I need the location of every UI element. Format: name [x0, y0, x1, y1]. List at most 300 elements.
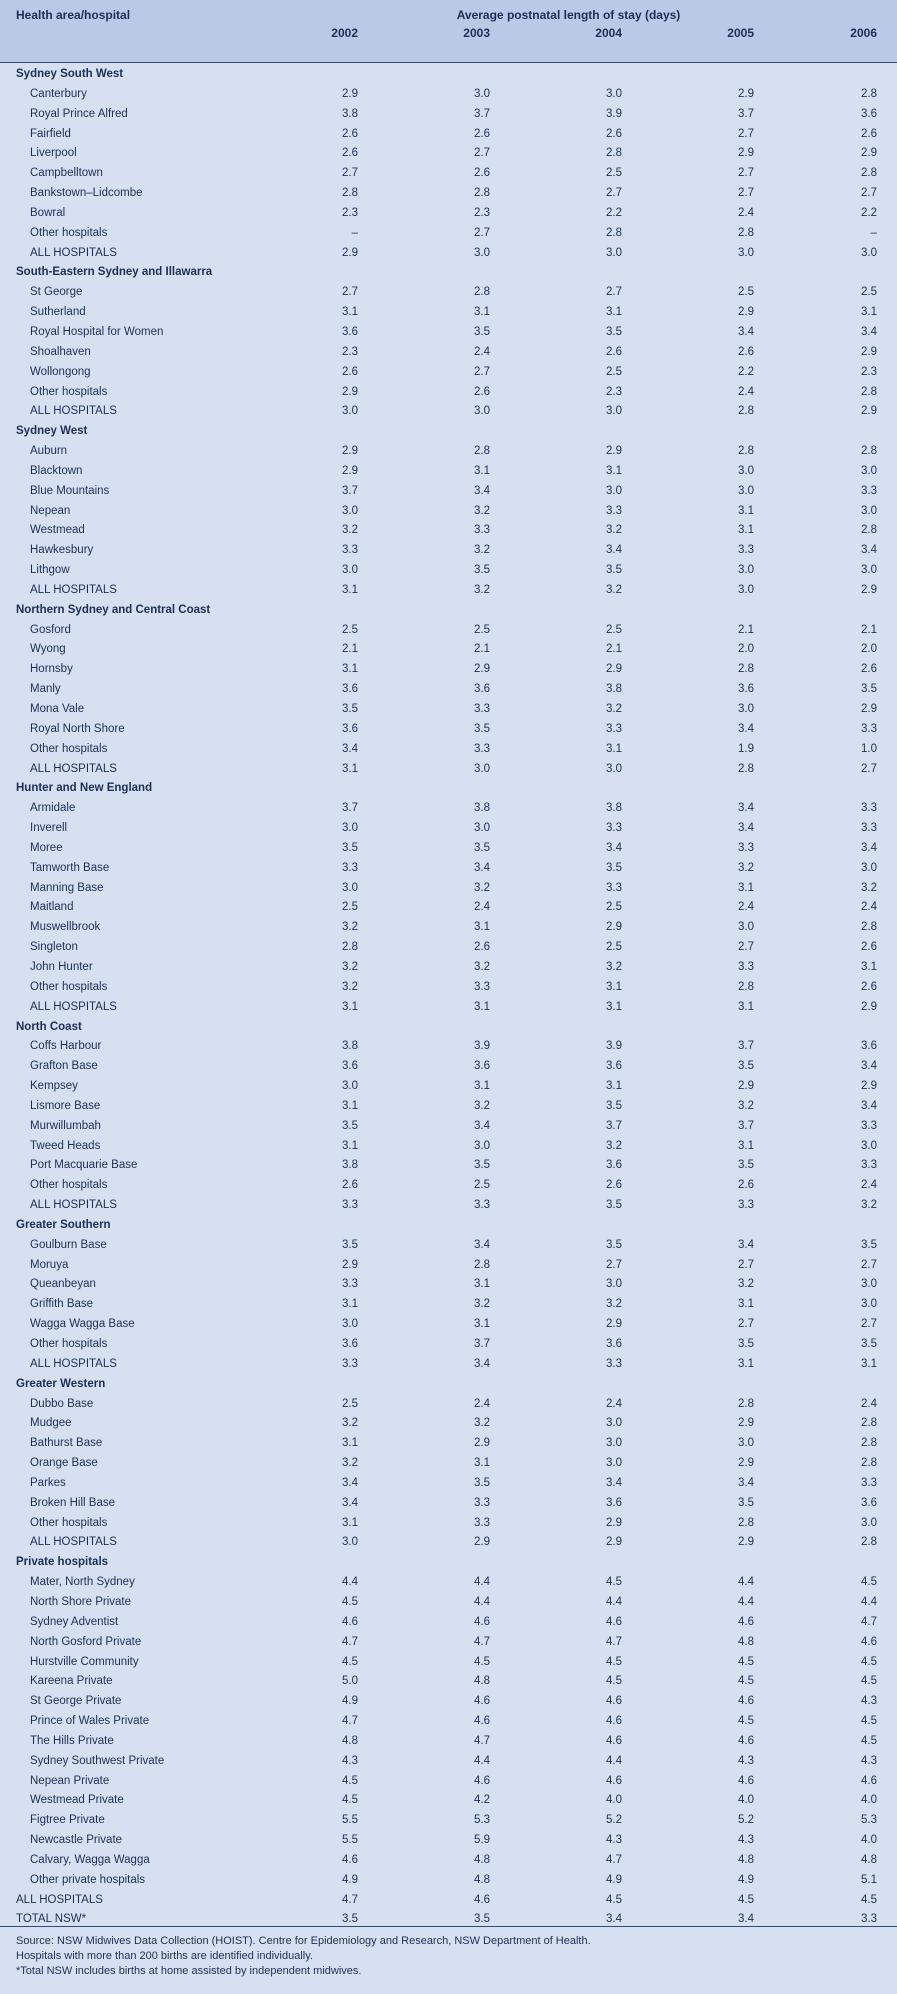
stay-value-2006: 2.8 [861, 167, 877, 180]
table-row [0, 720, 897, 740]
stay-value-2002: – [351, 226, 358, 239]
stay-value-2003: 3.2 [474, 881, 490, 894]
stay-value-2006: 2.8 [861, 87, 877, 100]
stay-value-2004: 3.8 [606, 802, 622, 815]
table-row [0, 918, 897, 938]
table-row [0, 1712, 897, 1732]
hospital-name: Newcastle Private [30, 1834, 123, 1847]
stay-value-2006: 4.5 [861, 1576, 877, 1589]
stay-value-2002: 4.6 [342, 1615, 358, 1628]
stay-value-2004: 4.7 [606, 1635, 622, 1648]
stay-value-2004: 2.5 [606, 941, 622, 954]
hospital-name: Port Macquarie Base [30, 1159, 138, 1172]
table-row [0, 1811, 897, 1831]
hospital-name: Canterbury [30, 87, 87, 100]
stay-value-2004: 3.2 [606, 524, 622, 537]
stay-value-2006: 3.4 [861, 841, 877, 854]
stay-value-2003: 3.3 [474, 524, 490, 537]
stay-value-2004: 3.9 [606, 1040, 622, 1053]
hospital-name: Orange Base [30, 1457, 98, 1470]
stay-value-2006: 2.9 [861, 345, 877, 358]
hospital-name: Campbelltown [30, 167, 103, 180]
table-row [0, 442, 897, 462]
stay-value-2006: 2.9 [861, 147, 877, 160]
stay-value-2005: 3.0 [738, 464, 754, 477]
stay-value-2004: 3.6 [606, 1338, 622, 1350]
hospital-name: Griffith Base [30, 1298, 94, 1311]
stay-value-2003: 2.6 [474, 127, 490, 140]
stay-value-2006: 3.4 [861, 544, 877, 557]
stay-value-2005: 3.0 [738, 921, 754, 934]
stay-value-2003: 3.6 [474, 683, 490, 696]
stay-value-2006: 4.3 [861, 1695, 877, 1708]
hospital-name: Other private hospitals [30, 1873, 146, 1886]
stay-value-2002: 3.6 [342, 722, 358, 735]
stay-value-2005: 3.4 [738, 802, 754, 815]
table-row [0, 1097, 897, 1117]
stay-value-2003: 3.7 [474, 1338, 490, 1350]
hospital-name: Prince of Wales Private [30, 1715, 150, 1728]
hospital-name: Bathurst Base [30, 1437, 103, 1450]
footnote-total-nsw: *Total NSW includes births at home assisted by independent midwives. [16, 1965, 362, 1977]
stay-value-2003: 3.3 [474, 703, 490, 715]
stay-value-2002: 4.4 [342, 1576, 358, 1589]
stay-value-2005: 5.2 [738, 1814, 754, 1827]
stay-value-2005: 4.8 [738, 1635, 754, 1648]
stay-value-2004: 2.9 [606, 1536, 622, 1549]
section-header-row [0, 263, 897, 283]
health-area-name: North Coast [16, 1020, 82, 1033]
stay-value-2005: 3.4 [738, 1476, 754, 1489]
stay-value-2002: 5.5 [342, 1814, 358, 1827]
stay-value-2005: 2.0 [738, 643, 754, 656]
section-header-row [0, 1375, 897, 1395]
stay-value-2006: 2.6 [861, 127, 877, 140]
stay-value-2006: 2.1 [861, 623, 877, 636]
stay-value-2002: 3.1 [342, 583, 358, 596]
hospital-name: St George Private [30, 1695, 122, 1708]
hospital-name: Mudgee [30, 1417, 72, 1430]
stay-value-2004: 4.6 [606, 1715, 622, 1728]
stay-value-2003: 4.7 [474, 1734, 490, 1747]
stay-value-2004: 2.6 [606, 345, 622, 358]
stay-value-2005: 2.9 [738, 147, 754, 160]
stay-value-2003: 4.4 [474, 1754, 490, 1767]
stay-value-2003: 3.1 [474, 464, 490, 477]
stay-value-2005: 4.5 [738, 1655, 754, 1668]
stay-value-2003: 2.9 [474, 1536, 490, 1549]
stay-value-2004: 2.5 [606, 365, 622, 378]
stay-value-2003: 2.9 [474, 1437, 490, 1450]
stay-value-2004: 5.2 [606, 1814, 622, 1827]
hospital-name: ALL HOSPITALS [30, 583, 117, 596]
stay-value-2005: 4.8 [738, 1853, 754, 1866]
stay-value-2003: 3.1 [474, 921, 490, 934]
stay-value-2002: 2.9 [342, 246, 358, 259]
stay-value-2002: 2.8 [342, 941, 358, 954]
stay-value-2004: 2.8 [606, 147, 622, 160]
stay-value-2003: 2.6 [474, 385, 490, 398]
hospital-name: Nepean Private [30, 1774, 110, 1787]
stay-value-2005: 2.4 [738, 385, 754, 398]
stay-value-2004: 3.0 [606, 87, 622, 100]
stay-value-2005: 4.6 [738, 1615, 754, 1628]
stay-value-2003: 3.0 [474, 405, 490, 418]
table-row [0, 680, 897, 700]
hospital-name: Manly [30, 683, 61, 696]
stay-value-2006: 3.6 [861, 1496, 877, 1509]
stay-value-2002: 3.3 [342, 1278, 358, 1291]
hospital-name: ALL HOSPITALS [30, 1536, 117, 1549]
hospital-name: Coffs Harbour [30, 1040, 102, 1053]
stay-value-2006: 3.0 [861, 861, 877, 874]
stay-value-2003: 2.8 [474, 286, 490, 299]
stay-value-2003: 3.9 [474, 1040, 490, 1053]
stay-value-2002: 3.8 [342, 1159, 358, 1172]
table-row [0, 561, 897, 581]
stay-value-2003: 3.2 [474, 1298, 490, 1311]
stay-value-2002: 4.7 [342, 1715, 358, 1728]
stay-value-2004: 4.3 [606, 1834, 622, 1847]
stay-value-2005: 3.4 [738, 325, 754, 338]
hospital-name: TOTAL NSW* [16, 1913, 87, 1926]
stay-value-2005: 3.5 [738, 1159, 754, 1172]
stay-value-2006: 2.8 [861, 1457, 877, 1470]
stay-value-2006: 2.9 [861, 405, 877, 418]
stay-value-2006: 2.0 [861, 643, 877, 656]
table-row [0, 1117, 897, 1137]
stay-value-2006: 3.5 [861, 1238, 877, 1251]
stay-value-2004: 2.4 [606, 1397, 622, 1410]
stay-value-2005: 3.0 [738, 564, 754, 577]
stay-value-2004: 2.6 [606, 1179, 622, 1192]
stay-value-2004: 3.5 [606, 861, 622, 874]
stay-value-2002: 4.8 [342, 1734, 358, 1747]
stay-value-2004: 3.5 [606, 564, 622, 577]
stay-value-2005: 3.4 [738, 722, 754, 735]
stay-value-2005: 2.9 [738, 1536, 754, 1549]
stay-value-2005: 1.9 [738, 742, 754, 755]
stay-value-2004: 3.2 [606, 1298, 622, 1311]
table-row [0, 1315, 897, 1335]
stay-value-2003: 2.4 [474, 901, 490, 914]
stay-value-2006: 2.5 [861, 286, 877, 299]
hospital-name: North Gosford Private [30, 1635, 142, 1648]
stay-value-2006: 2.2 [861, 206, 877, 219]
hospital-name: Other hospitals [30, 980, 108, 993]
stay-value-2003: 3.5 [474, 1913, 490, 1926]
stay-value-2006: 3.3 [861, 802, 877, 815]
stay-value-2002: 3.7 [342, 484, 358, 497]
stay-value-2006: 2.8 [861, 524, 877, 537]
table-row [0, 740, 897, 760]
stay-value-2006: 3.3 [861, 484, 877, 497]
stay-value-2003: 2.3 [474, 206, 490, 219]
stay-value-2003: 2.6 [474, 941, 490, 954]
table-row [0, 958, 897, 978]
table-row [0, 879, 897, 899]
stay-value-2002: 3.6 [342, 683, 358, 696]
stay-value-2003: 4.5 [474, 1655, 490, 1668]
stay-value-2005: 2.8 [738, 1397, 754, 1410]
stay-value-2002: 3.2 [342, 960, 358, 973]
table-row [0, 1176, 897, 1196]
stay-value-2004: 3.0 [606, 484, 622, 497]
stay-value-2003: 3.5 [474, 1159, 490, 1172]
stay-value-2005: 2.1 [738, 623, 754, 636]
hospital-name: Nepean [30, 504, 71, 517]
stay-value-2002: 2.8 [342, 187, 358, 200]
health-area-name: Hunter and New England [16, 782, 153, 795]
stay-value-2006: 2.6 [861, 663, 877, 676]
footnote-hospitals: Hospitals with more than 200 births are identified individually. [16, 1950, 313, 1962]
stay-value-2004: 4.6 [606, 1695, 622, 1708]
stay-value-2002: 3.1 [342, 1000, 358, 1013]
stay-value-2005: 2.9 [738, 87, 754, 100]
stay-value-2002: 3.0 [342, 822, 358, 835]
hospital-name: Wagga Wagga Base [30, 1318, 135, 1331]
stay-value-2002: 2.6 [342, 365, 358, 378]
stay-value-2006: 3.3 [861, 1913, 877, 1926]
stay-value-2006: 3.0 [861, 1139, 877, 1152]
stay-value-2002: 3.0 [342, 564, 358, 577]
stay-value-2005: 2.9 [738, 1080, 754, 1093]
stay-value-2003: 4.6 [474, 1615, 490, 1628]
table-row [0, 363, 897, 383]
hospital-name: Moree [30, 841, 63, 854]
stay-value-2003: 4.6 [474, 1695, 490, 1708]
stay-value-2003: 4.8 [474, 1675, 490, 1688]
stay-value-2006: 3.4 [861, 1060, 877, 1073]
table-body [0, 63, 897, 1930]
stay-value-2005: 4.6 [738, 1695, 754, 1708]
stay-value-2005: 2.7 [738, 167, 754, 180]
table-row [0, 1672, 897, 1692]
stay-value-2002: 3.5 [342, 703, 358, 715]
stay-value-2002: 3.4 [342, 1496, 358, 1509]
stay-value-2006: 2.3 [861, 365, 877, 378]
health-area-name: Northern Sydney and Central Coast [16, 603, 211, 616]
stay-value-2006: 3.0 [861, 464, 877, 477]
stay-value-2004: 2.7 [606, 187, 622, 200]
stay-value-2002: 3.5 [342, 1119, 358, 1132]
stay-value-2002: 3.4 [342, 742, 358, 755]
stay-value-2006: 4.4 [861, 1595, 877, 1608]
table-row [0, 402, 897, 422]
year-header-2005: 2005 [727, 26, 754, 40]
stay-value-2006: 2.7 [861, 187, 877, 200]
stay-value-2004: 3.2 [606, 703, 622, 715]
stay-value-2002: 3.6 [342, 1338, 358, 1350]
stay-value-2006: 3.0 [861, 1298, 877, 1311]
stay-value-2004: 2.9 [606, 445, 622, 458]
hospital-name: St George [30, 286, 83, 299]
stay-value-2006: 2.7 [861, 762, 877, 775]
stay-value-2003: 3.2 [474, 1099, 490, 1112]
stay-value-2006: 3.3 [861, 722, 877, 735]
stay-value-2004: 3.5 [606, 1099, 622, 1112]
table-row [0, 1613, 897, 1633]
stay-value-2006: 4.0 [861, 1794, 877, 1807]
table-row [0, 1414, 897, 1434]
section-header-row [0, 779, 897, 799]
stay-value-2004: 4.6 [606, 1734, 622, 1747]
hospital-name: Calvary, Wagga Wagga [30, 1853, 150, 1866]
stay-value-2004: 3.4 [606, 1913, 622, 1926]
stay-value-2004: 4.9 [606, 1873, 622, 1886]
table-row [0, 1137, 897, 1157]
stay-value-2005: 2.7 [738, 1318, 754, 1331]
stay-value-2006: 5.3 [861, 1814, 877, 1827]
stay-value-2003: 3.0 [474, 1139, 490, 1152]
stay-value-2003: 3.5 [474, 564, 490, 577]
hospital-name: Lismore Base [30, 1099, 101, 1112]
stay-value-2006: 3.0 [861, 504, 877, 517]
stay-value-2002: 2.3 [342, 345, 358, 358]
stay-value-2003: 4.6 [474, 1774, 490, 1787]
stay-value-2004: 2.7 [606, 286, 622, 299]
stay-value-2006: 3.3 [861, 1119, 877, 1132]
stay-value-2005: 3.2 [738, 861, 754, 874]
stay-value-2005: 2.7 [738, 1258, 754, 1271]
stay-value-2004: 3.1 [606, 306, 622, 319]
stay-value-2005: 2.6 [738, 345, 754, 358]
hospital-name: Other hospitals [30, 742, 108, 755]
stay-value-2005: 4.3 [738, 1754, 754, 1767]
stay-value-2006: 3.4 [861, 1099, 877, 1112]
stay-value-2006: 3.0 [861, 1278, 877, 1291]
hospital-name: The Hills Private [30, 1734, 114, 1747]
hospital-name: Tweed Heads [30, 1139, 101, 1152]
table-row [0, 1156, 897, 1176]
section-header-row [0, 1216, 897, 1236]
stay-value-2006: 2.6 [861, 941, 877, 954]
stay-value-2006: 3.3 [861, 1476, 877, 1489]
stay-value-2002: 3.5 [342, 841, 358, 854]
stay-value-2002: 4.5 [342, 1655, 358, 1668]
stay-value-2005: 3.3 [738, 960, 754, 973]
stay-value-2002: 2.3 [342, 206, 358, 219]
stay-value-2004: 2.5 [606, 167, 622, 180]
hospital-name: Figtree Private [30, 1814, 105, 1827]
stay-value-2006: 3.0 [861, 564, 877, 577]
stay-value-2005: 3.0 [738, 1437, 754, 1450]
stay-value-2003: 3.1 [474, 1278, 490, 1291]
hospital-name: Kareena Private [30, 1675, 113, 1688]
stay-value-2002: 3.2 [342, 921, 358, 934]
table-footnotes [0, 1926, 897, 1994]
stay-value-2005: 2.8 [738, 405, 754, 418]
stay-value-2002: 3.1 [342, 663, 358, 676]
stay-value-2005: 3.1 [738, 1139, 754, 1152]
stay-value-2004: 3.0 [606, 1437, 622, 1450]
stay-value-2004: 2.3 [606, 385, 622, 398]
hospital-name: Fairfield [30, 127, 71, 140]
table-row [0, 1355, 897, 1375]
table-row [0, 224, 897, 244]
stay-value-2002: 2.6 [342, 147, 358, 160]
stay-value-2004: 3.5 [606, 1199, 622, 1212]
stay-value-2003: 3.2 [474, 960, 490, 973]
hospital-name: Hurstville Community [30, 1655, 139, 1668]
stay-value-2002: 3.1 [342, 1437, 358, 1450]
stay-value-2002: 2.9 [342, 385, 358, 398]
hospital-name: Other hospitals [30, 385, 108, 398]
table-row [0, 938, 897, 958]
table-row [0, 482, 897, 502]
stay-value-2004: 3.1 [606, 742, 622, 755]
stay-value-2003: 3.4 [474, 1119, 490, 1132]
table-row [0, 839, 897, 859]
stay-value-2004: 2.5 [606, 623, 622, 636]
stay-value-2006: 2.4 [861, 1397, 877, 1410]
hospital-name: Other hospitals [30, 1179, 108, 1192]
stay-value-2002: 3.5 [342, 1238, 358, 1251]
table-row [0, 125, 897, 145]
stay-value-2003: 3.5 [474, 722, 490, 735]
stay-value-2003: 3.2 [474, 583, 490, 596]
stay-value-2004: 4.6 [606, 1615, 622, 1628]
table-row [0, 1454, 897, 1474]
stay-value-2006: 4.0 [861, 1834, 877, 1847]
table-row [0, 640, 897, 660]
stay-value-2004: 4.5 [606, 1893, 622, 1906]
stay-value-2006: 2.8 [861, 921, 877, 934]
stay-value-2005: 2.8 [738, 762, 754, 775]
hospital-name: ALL HOSPITALS [30, 762, 117, 775]
stay-value-2003: 4.2 [474, 1794, 490, 1807]
stay-value-2006: 2.8 [861, 1417, 877, 1430]
stay-value-2002: 3.2 [342, 1457, 358, 1470]
stay-value-2003: 2.1 [474, 643, 490, 656]
stay-value-2005: 2.7 [738, 187, 754, 200]
stay-value-2004: 4.5 [606, 1576, 622, 1589]
stay-value-2002: 2.9 [342, 464, 358, 477]
table-row [0, 1494, 897, 1514]
stay-value-2002: 5.0 [342, 1675, 358, 1688]
stay-value-2002: 2.7 [342, 286, 358, 299]
stay-value-2002: 3.1 [342, 306, 358, 319]
stay-value-2004: 3.0 [606, 405, 622, 418]
stay-value-2005: 2.5 [738, 286, 754, 299]
stay-value-2002: 3.3 [342, 544, 358, 557]
stay-value-2005: 2.8 [738, 663, 754, 676]
table-row [0, 105, 897, 125]
stay-value-2006: 3.1 [861, 306, 877, 319]
table-row [0, 1474, 897, 1494]
table-row [0, 164, 897, 184]
stay-value-2006: 3.0 [861, 1516, 877, 1529]
table-row [0, 799, 897, 819]
hospital-name: Moruya [30, 1258, 69, 1271]
table-row [0, 1514, 897, 1534]
stay-value-2003: 2.8 [474, 187, 490, 200]
stay-value-2005: 4.4 [738, 1576, 754, 1589]
hospital-name: Mater, North Sydney [30, 1576, 135, 1589]
stay-value-2006: 3.0 [861, 246, 877, 259]
stay-value-2006: 2.7 [861, 1318, 877, 1331]
table-row [0, 1871, 897, 1891]
hospital-name: North Shore Private [30, 1595, 131, 1608]
table-row [0, 1533, 897, 1553]
stay-value-2003: 4.4 [474, 1576, 490, 1589]
table-row [0, 1772, 897, 1792]
hospital-name: Wyong [30, 643, 66, 656]
stay-value-2005: 4.5 [738, 1675, 754, 1688]
stay-value-2004: 3.6 [606, 1060, 622, 1073]
stay-value-2005: 2.9 [738, 306, 754, 319]
stay-value-2004: 4.6 [606, 1774, 622, 1787]
